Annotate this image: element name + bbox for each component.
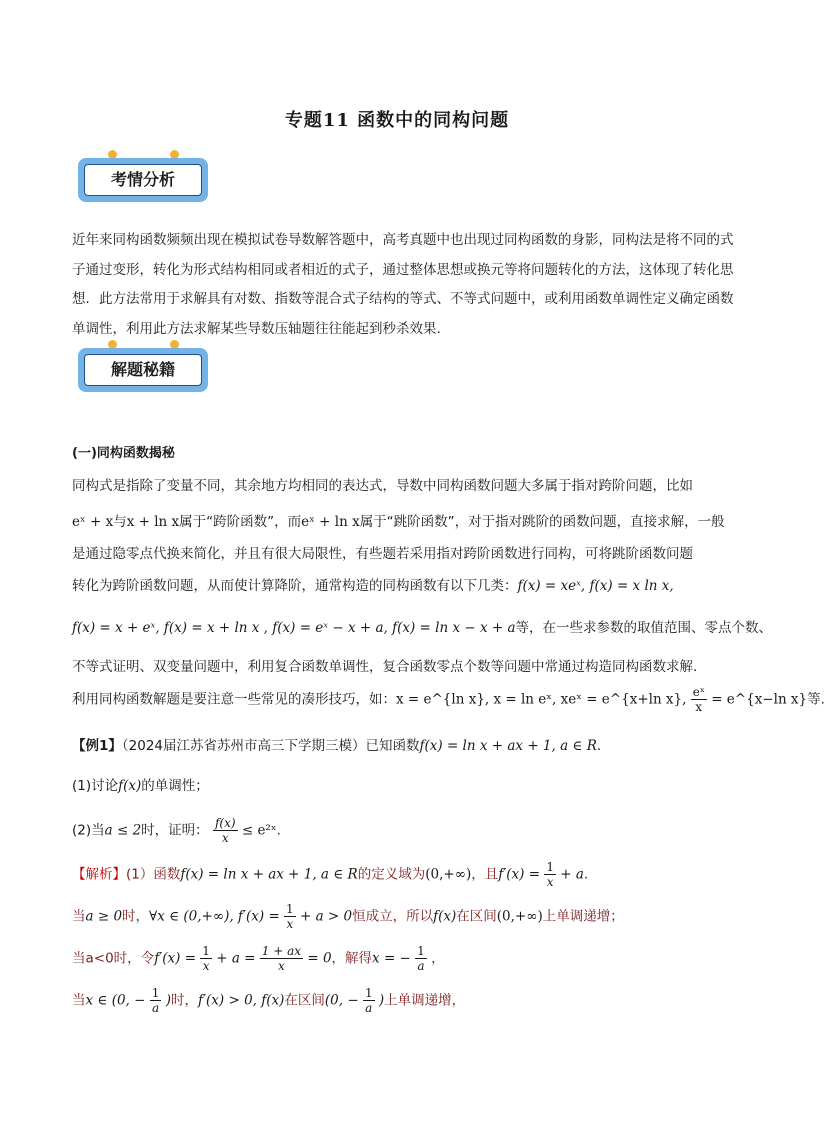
- solution-line-2: 当a ≥ 0时，∀x ∈ (0,+∞), f′(x) = $\frac{1}{x}$ + a > 0恒成立，所以f(x)在区间(0,+∞)上单调递增；: [72, 902, 624, 931]
- fraction: $\frac{1}{x}$: [286, 902, 294, 931]
- text-line: 是通过隐零点代换来简化，并且有很大局限性，有些题若采用指对跨阶函数进行同构，可将跳阶函数问题: [72, 546, 693, 562]
- section-heading: (一)同构函数揭秘: [72, 446, 175, 461]
- fraction: $\frac{f(x)}{x}$: [214, 816, 236, 845]
- example-statement: 【例1】（2024届江苏省苏州市高三下学期三模）已知函数f(x) = ln x + ax + 1, a ∈ R.: [72, 738, 602, 754]
- badge-label: 考情分析: [84, 164, 202, 196]
- section-badge-analysis: [78, 150, 208, 198]
- text-line: 利用同构函数解题是要注意一些常见的凑形技巧，如：x = e^{ln x}, x = ln eˣ, xeˣ = e^{x+ln x}, $\frac{\text{eˣ}}{x}$ = e^{x−ln x}等.: [72, 685, 825, 714]
- section-badge-secrets: [78, 340, 208, 388]
- fraction: $\frac{1}{a}$: [151, 986, 160, 1015]
- text-line: f(x) = x + eˣ, f(x) = x + ln x , f(x) = eˣ − x + a, f(x) = ln x − x + a等，在一些求参数的取值范围、零点个数、: [72, 620, 773, 636]
- fraction: $\frac{1}{a}$: [364, 986, 373, 1015]
- fraction: $\frac{1}{a}$: [417, 944, 425, 973]
- solution-line-3: 当a<0时，令f′(x) = $\frac{1}{x}$ + a = $\frac{1 + ax}{x}$ = 0，解得x = − $\frac{1}{a}$ ，: [72, 944, 445, 973]
- text-line: 转化为跨阶函数问题，从而使计算降阶，通常构造的同构函数有以下几类：f(x) = xeˣ, f(x) = x ln x,: [72, 578, 674, 594]
- page-title: 专题11 函数中的同构问题: [284, 110, 510, 131]
- intro-paragraph: 近年来同构函数频频出现在模拟试卷导数解答题中，高考真题中也出现过同构函数的身影，同构法是将不同的式子通过变形，转化为形式结构相同或者相近的式子，通过整体思想或换元等将问题转化的方法，这体现了转化思想．此方法常用于求解具有对数、指数等混合式子结构的等式、不等式问题中，或利用函数单调性定义确定函数单调性，利用此方法求解某些导数压轴题往往能起到秒杀效果.: [72, 232, 734, 337]
- question-1: (1)讨论f(x)的单调性；: [72, 778, 209, 794]
- fraction: $\frac{1}{x}$: [546, 860, 554, 889]
- badge-label: 解题秘籍: [84, 354, 202, 386]
- fraction: $\frac{\text{eˣ}}{x}$: [692, 685, 705, 714]
- text-line: 不等式证明、双变量问题中，利用复合函数单调性，复合函数零点个数等问题中常通过构造同构函数求解.: [72, 659, 698, 675]
- solution-line-4: 当x ∈ (0, − $\frac{1}{a}$ )时，f′(x) > 0, f(x)在区间(0, − $\frac{1}{a}$ )上单调递增，: [72, 986, 466, 1015]
- text-line: 同构式是指除了变量不同，其余地方均相同的表达式，导数中同构函数问题大多属于指对跨阶问题，比如: [72, 478, 693, 494]
- text-line: eˣ + x与x + ln x属于“跨阶函数”，而eˣ + ln x属于“跳阶函数”，对于指对跳阶的函数问题，直接求解，一般: [72, 514, 725, 530]
- fraction: $\frac{1 + ax}{x}$: [261, 944, 302, 973]
- solution-label: 【解析】: [72, 866, 126, 883]
- question-2: (2)当a ≤ 2时，证明： $\frac{f(x)}{x}$ ≤ e²ˣ.: [72, 816, 281, 845]
- fraction: $\frac{1}{x}$: [202, 944, 210, 973]
- solution-line-1: 【解析】(1）函数f(x) = ln x + ax + 1, a ∈ R的定义域为(0,+∞)，且f′(x) = $\frac{1}{x}$ + a.: [72, 860, 589, 889]
